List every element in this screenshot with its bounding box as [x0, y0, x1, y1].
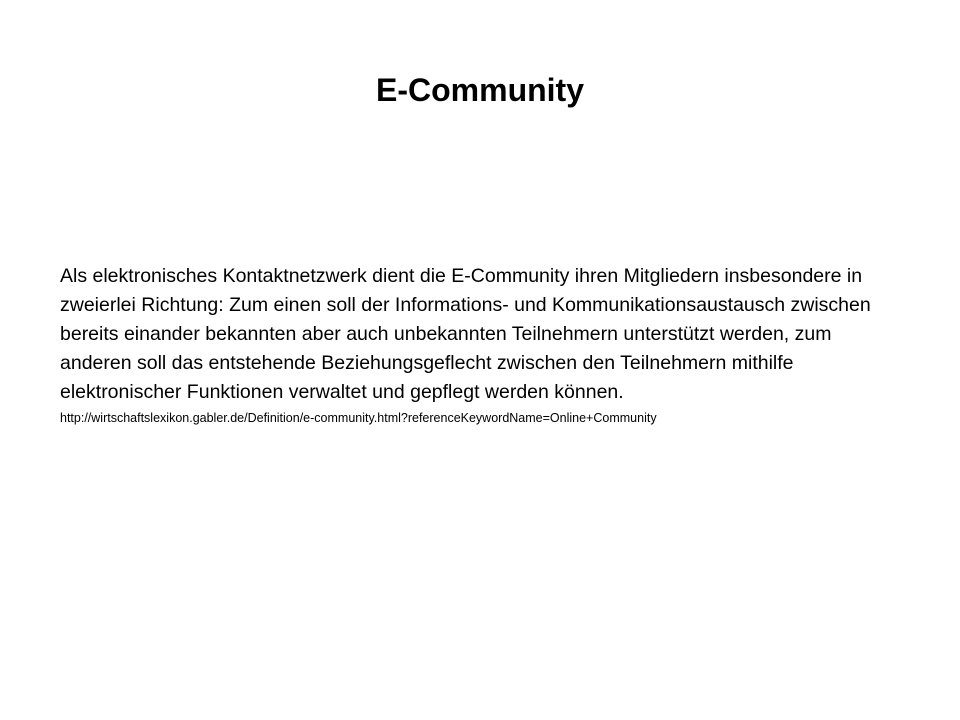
slide-title: E-Community — [376, 72, 584, 108]
definition-text: Als elektronisches Kontaktnetzwerk dient die E-Community ihren Mitgliedern insbesondere in zweierlei Richtung: Zum einen soll der Informations- und Kommunikationsaustausch zwischen bereits einander bekannten aber auch unbekannten Teilnehmern unterstützt werden, zum anderen soll das entstehende Beziehungsgeflecht zwischen den Teilnehmern mithilfe elektronischer Funktionen verwaltet und gepflegt werden können. — [60, 265, 871, 403]
slide-content — [60, 262, 880, 427]
source-link[interactable]: http://wirtschaftslexikon.gabler.de/Definition/e-community.html?referenceKeywordName=Online+Community — [60, 411, 657, 425]
